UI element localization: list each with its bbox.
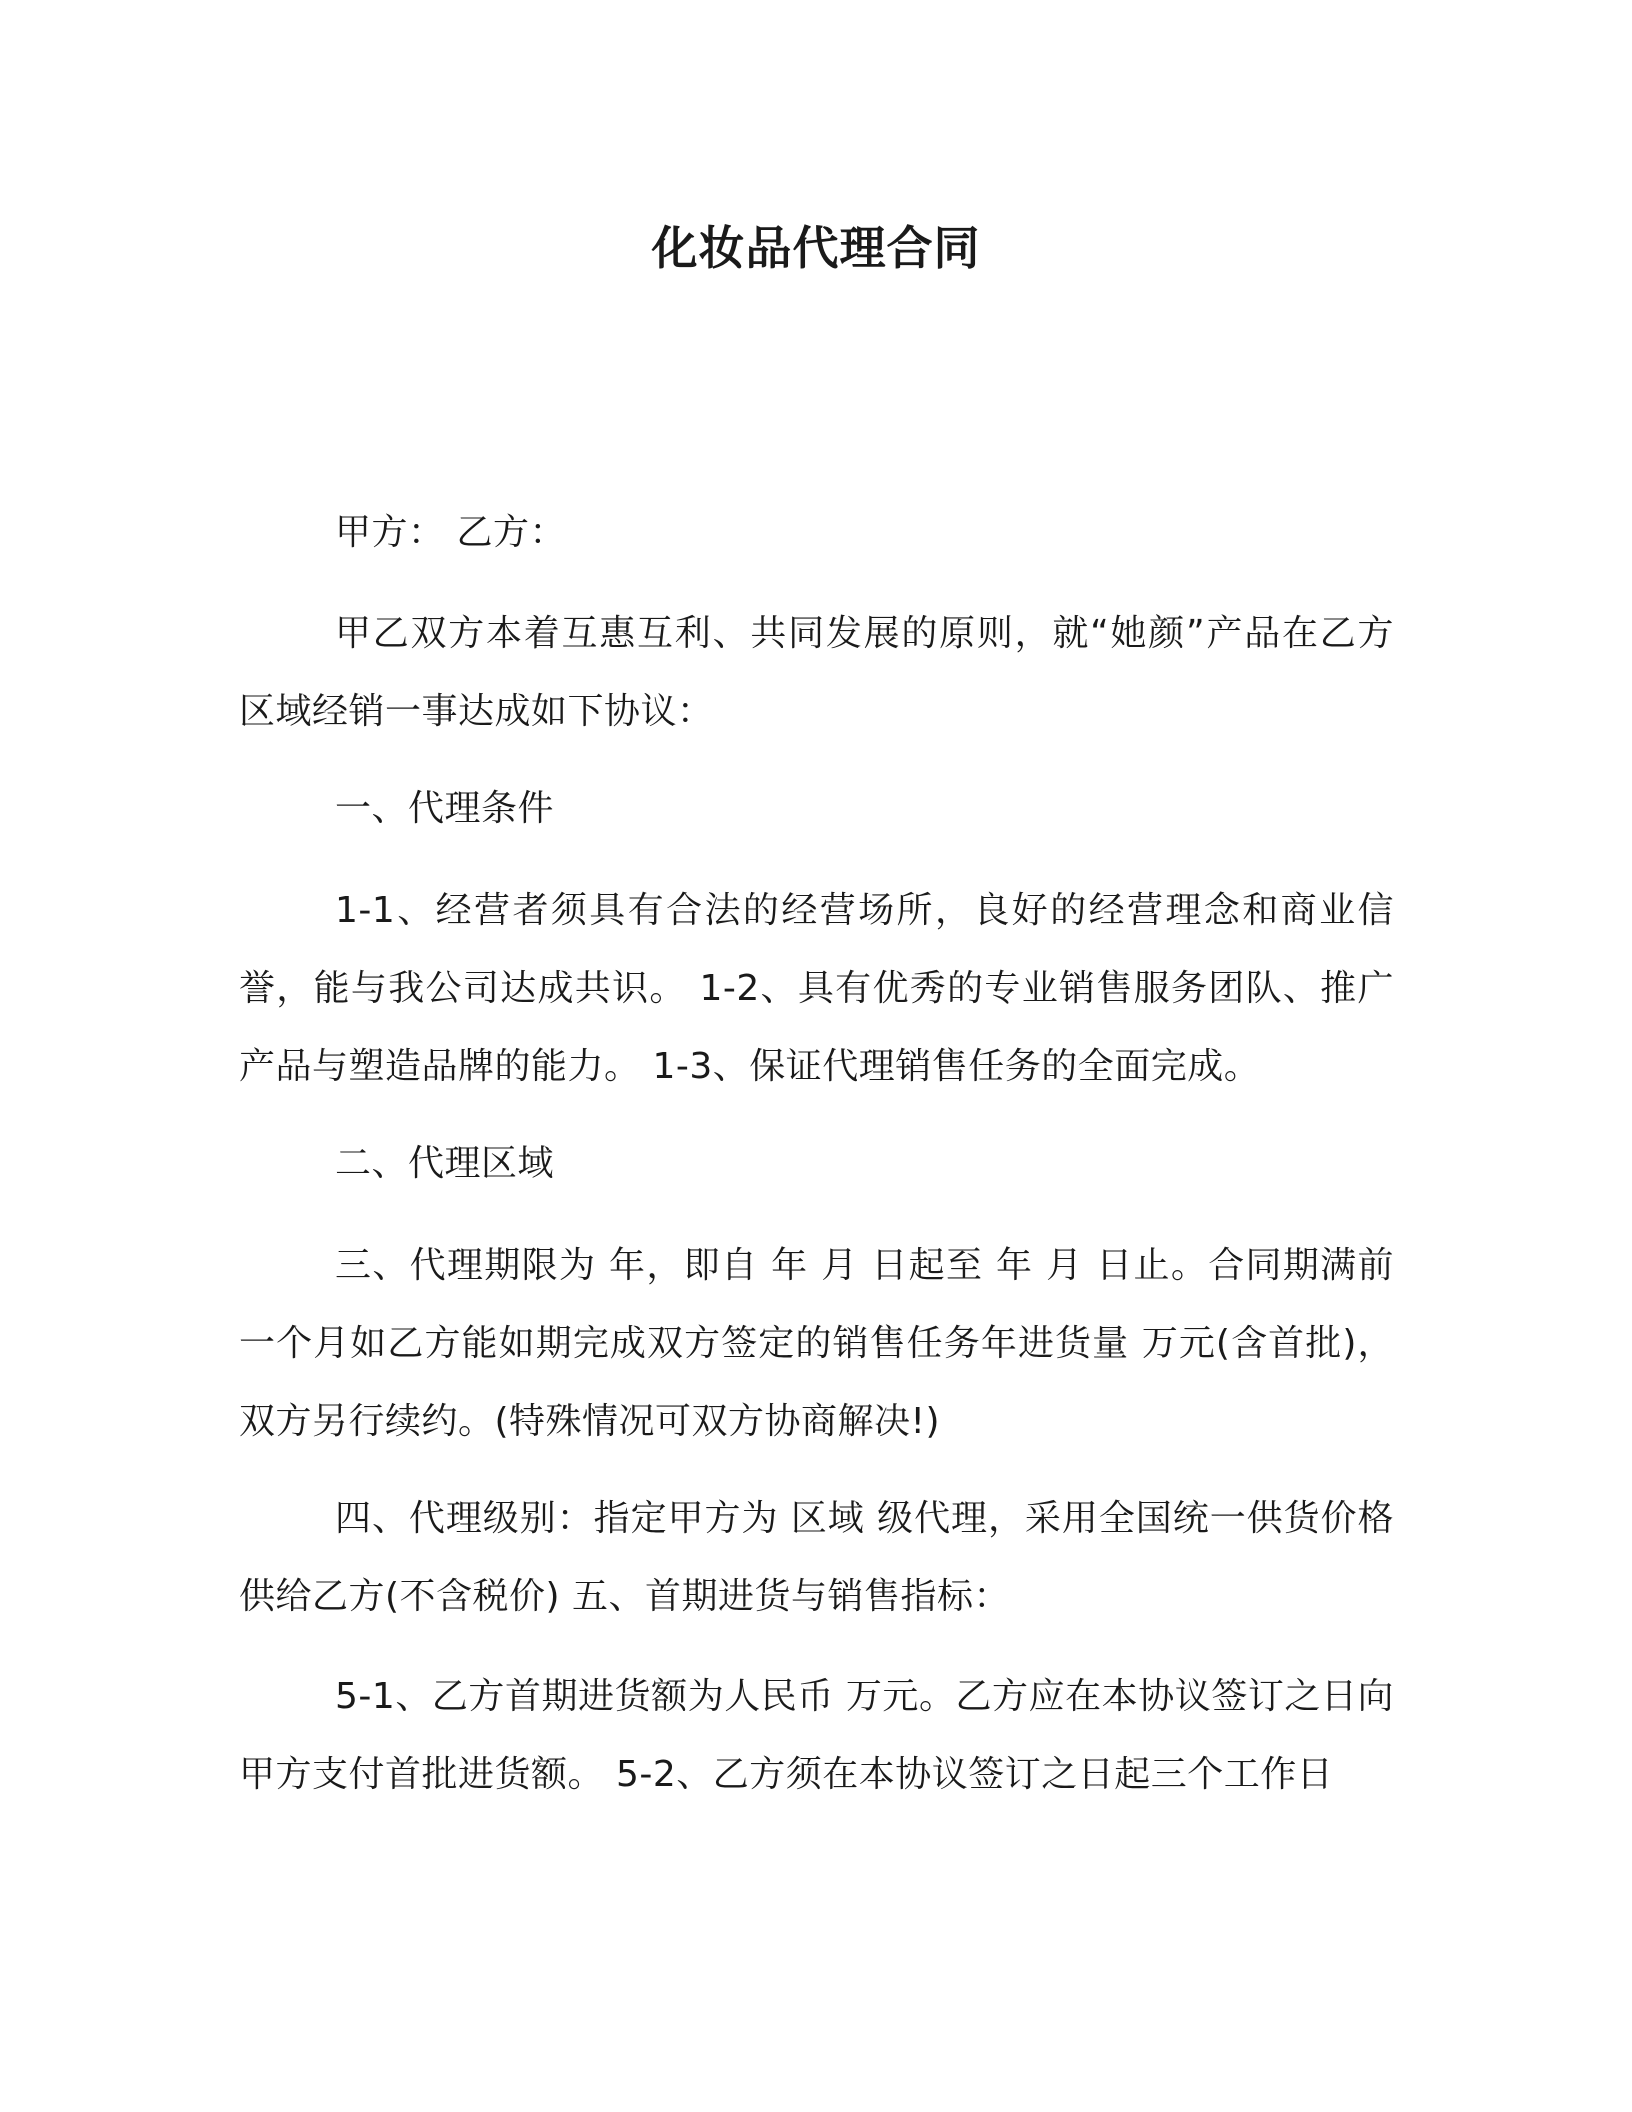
section-heading-agency-region: 二、代理区域 xyxy=(335,1143,555,1184)
preamble-paragraph: 甲乙双方本着互惠互利、共同发展的原则，就“她颜”产品在乙方区域经销一事达成如下协议： xyxy=(239,613,1394,732)
agency-term-paragraph: 三、代理期限为 年，即自 年 月 日起至 年 月 日止。合同期满前一个月如乙方能如期完成双方签定的销售任务年进货量 万元(含首批)，双方另行续约。(特殊情况可双方协商解决!) xyxy=(239,1245,1394,1442)
section-heading-agency-conditions: 一、代理条件 xyxy=(335,788,555,829)
agency-level-paragraph: 四、代理级别：指定甲方为 区域 级代理，采用全国统一供货价格供给乙方(不含税价) 五、首期进货与销售指标： xyxy=(239,1498,1394,1617)
agency-conditions-paragraph: 1-1、经营者须具有合法的经营场所，良好的经营理念和商业信誉，能与我公司达成共识。 1-2、具有优秀的专业销售服务团队、推广产品与塑造品牌的能力。 1-3、保证代理销售任务的全面完成。 xyxy=(239,890,1394,1087)
party-line: 甲方： 乙方： xyxy=(335,512,566,553)
document-title: 化妆品代理合同 xyxy=(651,221,981,275)
initial-order-paragraph: 5-1、乙方首期进货额为人民币 万元。乙方应在本协议签订之日向甲方支付首批进货额。 5-2、乙方须在本协议签订之日起三个工作日 xyxy=(239,1676,1394,1795)
